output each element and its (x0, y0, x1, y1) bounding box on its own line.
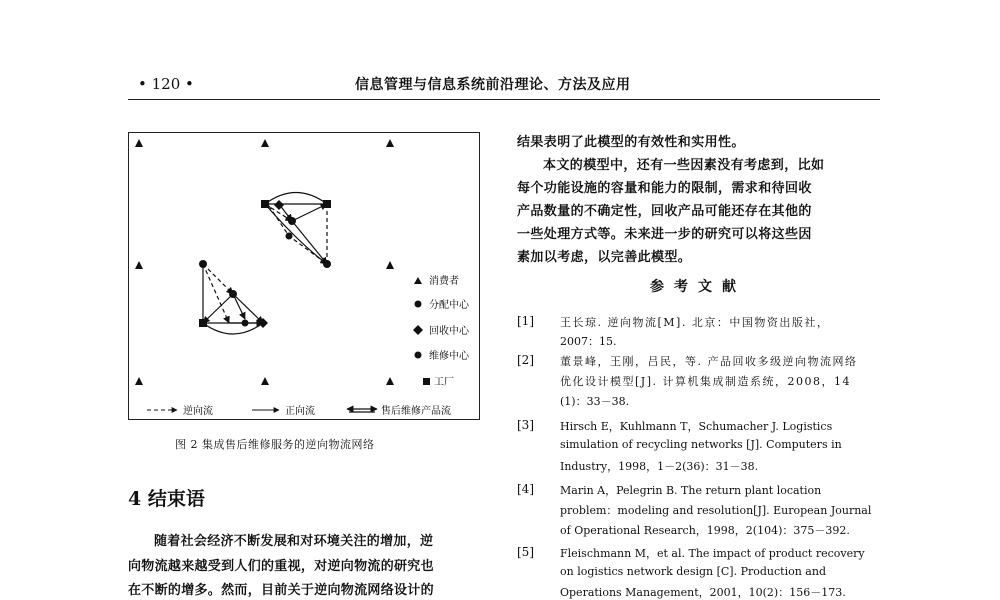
consumer-node (386, 377, 394, 385)
paragraph-line: 在不断的增多。然而，目前关于逆向物流网络设计的 (128, 583, 434, 598)
network-nodes-upper (261, 200, 331, 268)
reference-line: Hirsch E，Kuhlmann T，Schumacher J. Logistics (560, 420, 833, 433)
header-rule (128, 99, 880, 100)
legend-repair-flow-label: 售后维修产品流 (381, 406, 451, 417)
legend-repair-icon (415, 352, 422, 359)
consumer-node (386, 139, 394, 147)
figure-legend (147, 274, 470, 417)
consumer-node (135, 377, 143, 385)
reference-line: on logistics network design [C]. Production and (560, 565, 826, 578)
paragraph-line: 产品数量的不确定性，回收产品可能还存在其他的 (517, 204, 812, 219)
paragraph-line: 素加以考虑，以完善此模型。 (517, 250, 692, 265)
distribution-center-node (286, 233, 293, 240)
legend-distribution-label: 分配中心 (429, 300, 469, 311)
legend-reverse-flow-label: 逆向流 (183, 406, 213, 417)
page-number: • 120 • (138, 75, 194, 93)
paragraph-line: 随着社会经济不断发展和对环境关注的增加，逆 (154, 534, 434, 549)
consumer-node (386, 261, 394, 269)
reference-number: [1] (517, 314, 534, 328)
consumer-node (261, 377, 269, 385)
factory-node (199, 319, 207, 327)
paragraph-line: 结果表明了此模型的有效性和实用性。 (517, 135, 745, 150)
paragraph-line: 向物流越来越受到人们的重视，对逆向物流的研究也 (128, 559, 434, 574)
distribution-center-node (323, 260, 331, 268)
reference-line: Fleischmann M，et al. The impact of product recovery (560, 547, 865, 560)
consumer-node (261, 139, 269, 147)
distribution-center-node (242, 320, 249, 327)
network-figure (128, 132, 480, 420)
network-cluster-lower (203, 264, 263, 334)
reference-line: problem：modeling and resolution[J]. European Journal (560, 504, 872, 517)
reference-number: [2] (517, 353, 534, 367)
reference-line: 董景峰，王刚，吕民，等. 产品回收多级逆向物流网络 (560, 355, 858, 368)
factory-node (323, 200, 331, 208)
reference-number: [4] (517, 482, 534, 496)
consumer-nodes (135, 139, 394, 385)
reference-line: 优化设计模型[J]. 计算机集成制造系统，2008，14 (560, 375, 851, 388)
references-heading: 参考文献 (650, 279, 746, 295)
reference-number: [5] (517, 545, 534, 559)
factory-node (261, 200, 269, 208)
legend-forward-flow-label: 正向流 (285, 406, 315, 417)
reference-line: (1)：33－38. (560, 395, 630, 408)
legend-consumer-icon (414, 277, 422, 284)
legend-recycling-label: 回收中心 (429, 326, 469, 337)
reference-line: Operations Management，2001，10(2)：156－173. (560, 586, 846, 599)
reference-line: of Operational Research，1998，2(104)：375－392. (560, 524, 850, 537)
section-title: 4 结束语 (128, 488, 205, 510)
repair-center-node (229, 290, 237, 298)
legend-consumer-label: 消费者 (429, 276, 459, 287)
legend-repair-label: 维修中心 (429, 351, 469, 362)
reference-line: 2007：15. (560, 335, 617, 348)
legend-distribution-icon (415, 301, 422, 308)
consumer-node (135, 139, 143, 147)
figure-caption: 图 2 集成售后维修服务的逆向物流网络 (175, 438, 375, 451)
legend-factory-icon (423, 378, 430, 385)
repair-center-node (288, 217, 296, 225)
network-cluster-upper (265, 193, 327, 265)
paragraph-line: 每个功能设施的容量和能力的限制，需求和待回收 (517, 181, 812, 196)
running-title: 信息管理与信息系统前沿理论、方法及应用 (355, 77, 631, 93)
reference-line: 王长琼. 逆向物流[M]. 北京：中国物资出版社， (560, 316, 830, 329)
reference-line: Marin A，Pelegrin B. The return plant location (560, 484, 822, 497)
reference-line: simulation of recycling networks [J]. Computers in (560, 438, 842, 451)
network-diagram (129, 133, 481, 421)
paragraph-line: 一些处理方式等。未来进一步的研究可以将这些因 (517, 227, 812, 242)
consumer-node (135, 261, 143, 269)
legend-recycling-icon (413, 325, 423, 335)
reference-line: Industry，1998，1－2(36)：31－38. (560, 460, 759, 473)
reference-number: [3] (517, 418, 534, 432)
legend-factory-label: 工厂 (434, 377, 454, 388)
paragraph-line: 本文的模型中，还有一些因素没有考虑到，比如 (543, 158, 825, 173)
distribution-center-node (199, 260, 207, 268)
